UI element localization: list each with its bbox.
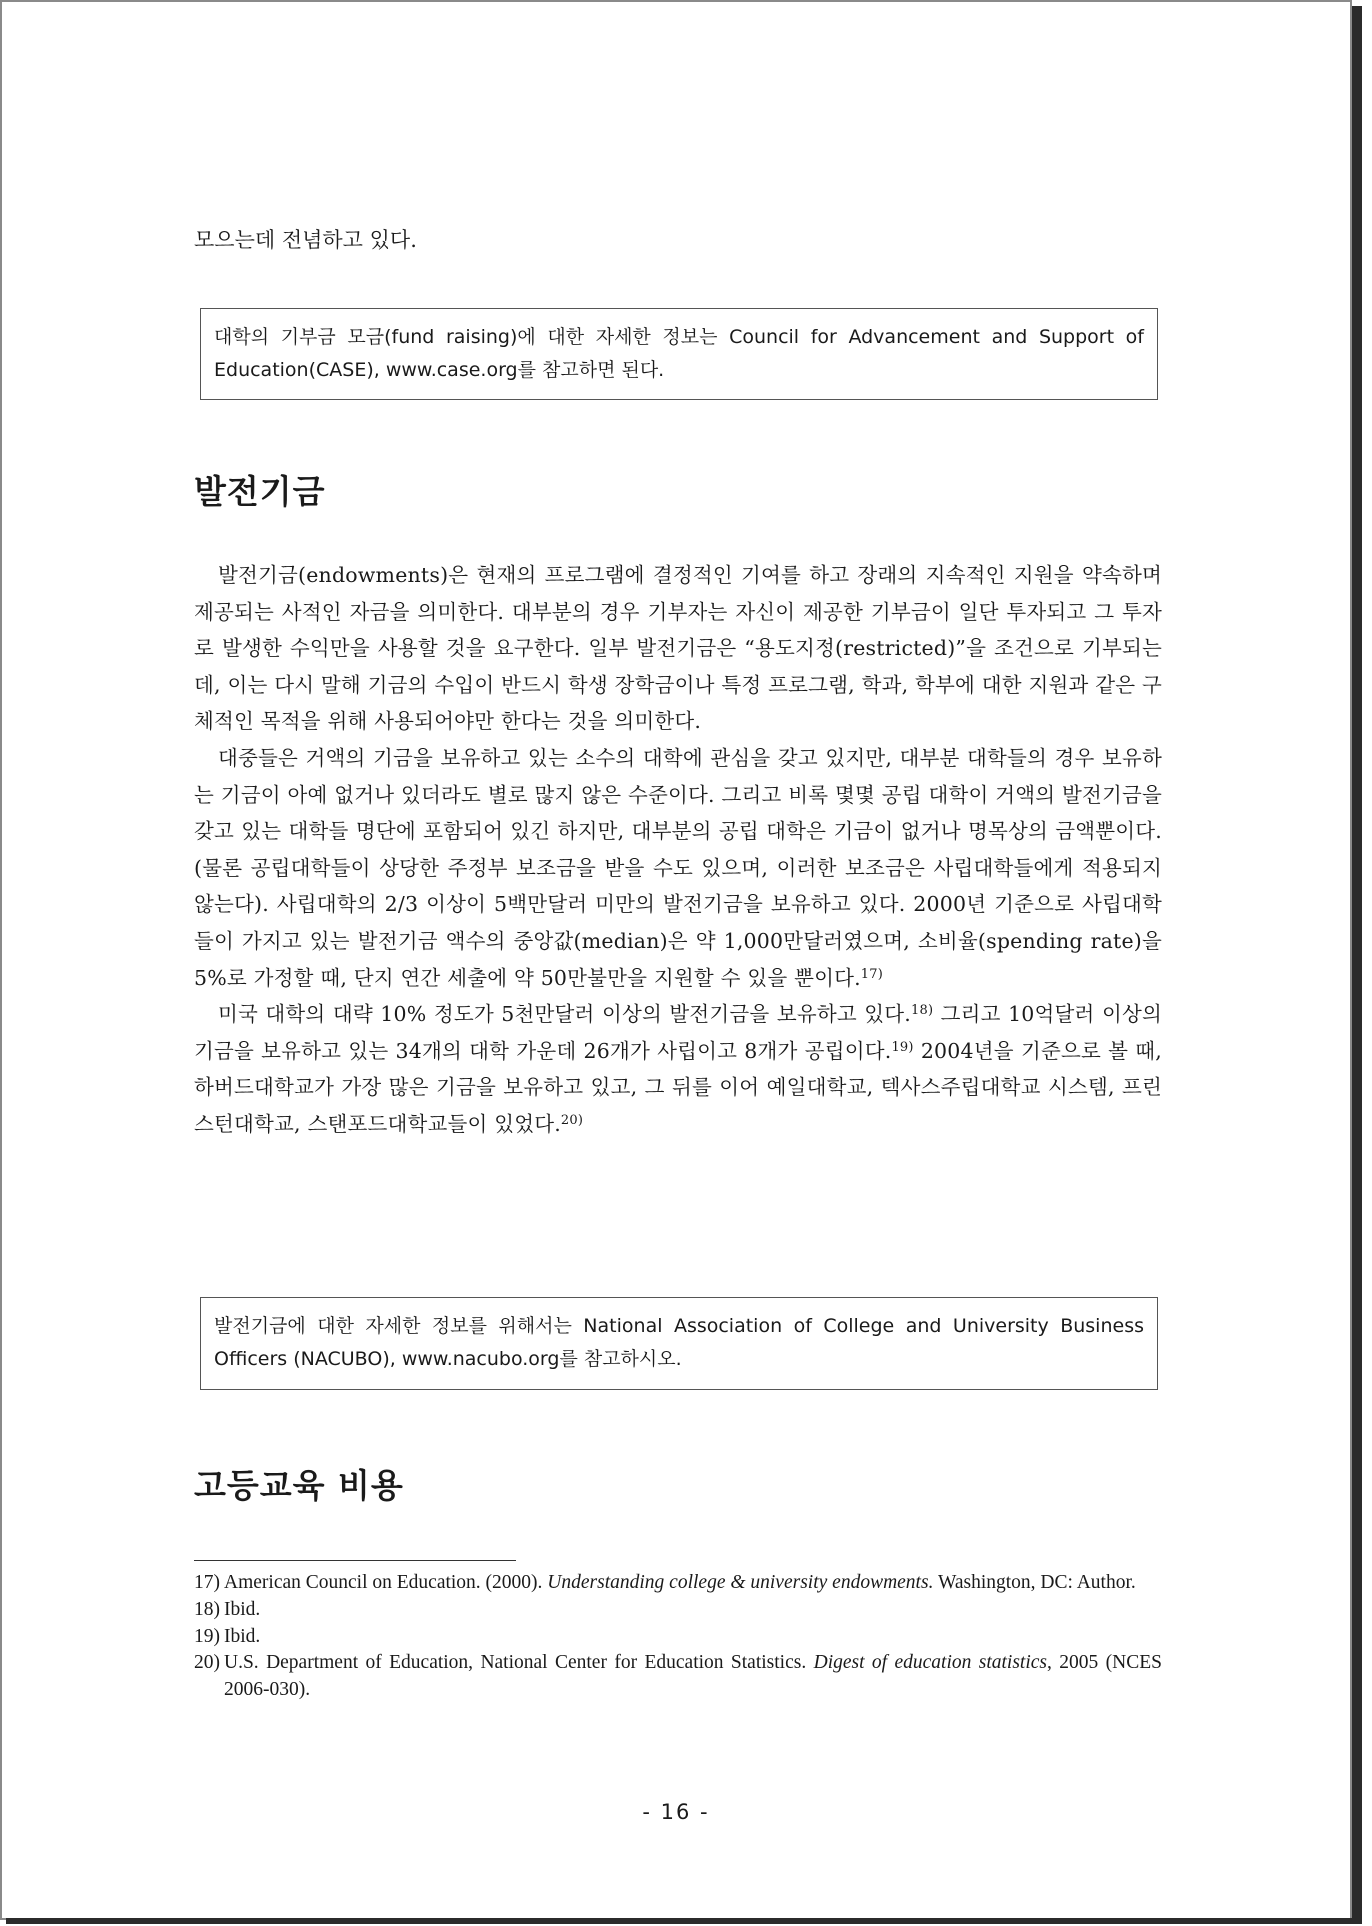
footnote-text [224,1650,1162,1704]
footnote-text [224,1570,1162,1597]
footnote-number: 20) [194,1652,220,1674]
paragraph [194,740,1162,996]
footnote-publisher: Washington, DC: Author. [933,1572,1136,1593]
section-body-endowments [194,557,1162,1143]
paragraph-text: 대중들은 거액의 기금을 보유하고 있는 소수의 대학에 관심을 갖고 있지만, 대부분 대학들의 경우 보유하는 기금이 아예 없거나 있더라도 별로 많지 않은 수준이다. 그리고 비록 몇몇 공립 대학이 거액의 발전기금을 갖고 있는 대학들 명단에 포함되어 있긴 하지만, 대부분의 공립 대학은 기금이 없거나 명목상의 금액뿐이다.(물론 공립대학들이 상당한 주정부 보조금을 받을 수도 있으며, 이러한 보조금은 사립대학들에게 적용되지 않는다). 사립대학의 2/3 이상이 5백만달러 미만의 발전기금을 보유하고 있다. 2000년 기준으로 사립대학들이 가지고 있는 발전기금 액수의 중앙값(median)은 약 1,000만달러였으며, 소비율(spending rate)을 5%로 가정할 때, 단지 연간 세출에 약 50만불만을 지원할 수 있을 뿐이다. [194,745,1162,990]
footnote-number: 19) [194,1625,220,1647]
footnote-number: 18) [194,1598,220,1620]
footnotes [194,1570,1162,1704]
info-box-text: 대학의 기부금 모금(fund raising)에 대한 자세한 정보는 Council for Advancement and Support of Education(CASE), www.case.org를 참고하면 된다. [214,326,1144,381]
footnote-text: Ibid. [224,1625,261,1647]
footnote [194,1597,1162,1624]
footnote-citation: U.S. Department of Education, National Center for Education Statistics. [224,1652,814,1674]
paragraph: 발전기금(endowments)은 현재의 프로그램에 결정적인 기여를 하고 장래의 지속적인 지원을 약속하며 제공되는 사적인 자금을 의미한다. 대부분의 경우 기부자는 자신이 제공한 기부금이 일단 투자되고 그 투자로 발생한 수익만을 사용할 것을 요구한다. 일부 발전기금은 “용도지정(restricted)”을 조건으로 기부되는데, 이는 다시 말해 기금의 수입이 반드시 학생 장학금이나 특정 프로그램, 학과, 학부에 대한 지원과 같은 구체적인 목적을 위해 사용되어야만 한다는 것을 의미한다. [194,563,1162,734]
footnote-title: Digest of education statistics [813,1652,1048,1674]
footnote-ref: 17) [860,966,884,982]
footnote [194,1650,1162,1704]
page-number: - 16 - [642,1800,710,1824]
section-title-endowments: 발전기금 [194,472,326,511]
section-title-cost: 고등교육 비용 [194,1466,404,1505]
footnote-divider [194,1560,516,1561]
footnote-ref: 20) [560,1112,584,1128]
footnote-title: Understanding college & university endowments. [547,1572,934,1593]
page-shadow [1352,6,1362,1920]
footnote-publisher: , 2005 (NCES 2006-030). [224,1652,1163,1701]
paragraph-text: 2004년을 기준으로 볼 때, 하버드대학교가 가장 많은 기금을 보유하고 있고, 그 뒤를 이어 예일대학교, 텍사스주립대학교 시스템, 프린스턴대학교, 스탠포드대학교들이 있었다. [194,1038,1162,1136]
footnote [194,1624,1162,1651]
paragraph-text: 미국 대학의 대략 10% 정도가 5천만달러 이상의 발전기금을 보유하고 있다. [218,1002,911,1027]
footnote-ref: 18) [911,1003,934,1019]
footnote-number: 17) [194,1572,220,1593]
paragraph [194,996,1162,1142]
footnote-text: Ibid. [224,1598,261,1620]
info-box-case [200,308,1158,400]
footnote-citation: American Council on Education. (2000). [224,1572,548,1593]
page-shadow [6,1918,1362,1924]
paragraph-text: 그리고 10억달러 이상의 기금을 보유하고 있는 34개의 대학 가운데 26개가 사립이고 8개가 공립이다. [194,1002,1162,1063]
footnote [194,1570,1162,1597]
info-box-nacubo [200,1297,1158,1390]
info-box-text: 발전기금에 대한 자세한 정보를 위해서는 National Association of College and University Business Officers (NACUBO), www.nacubo.org를 참고하시오. [214,1315,1144,1370]
footnote-ref: 19) [891,1039,914,1055]
lead-line: 모으는데 전념하고 있다. [194,228,417,252]
